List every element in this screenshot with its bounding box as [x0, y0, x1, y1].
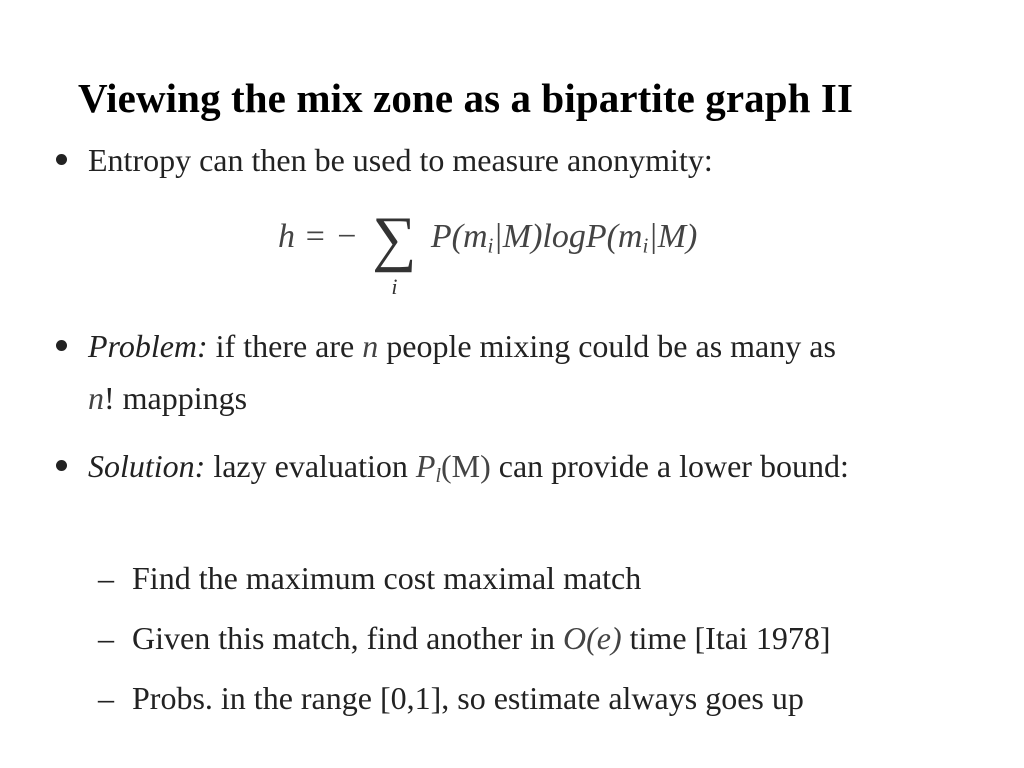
solution-label: Solution:	[88, 448, 206, 484]
dash-marker: –	[98, 620, 114, 656]
sum-symbol: ∑	[372, 205, 417, 273]
sub-item-find-max: – Find the maximum cost maximal match	[132, 556, 992, 600]
bullet-problem: Problem: if there are n people mixing could be as many as n! mappings	[88, 320, 988, 424]
bullet-entropy	[88, 134, 988, 186]
entropy-formula	[278, 205, 698, 299]
sum-index: i	[391, 274, 398, 299]
dash-marker: –	[98, 560, 114, 596]
lazy-eval-math: $P_l(M)$	[415, 448, 491, 487]
problem-label: Problem:	[88, 328, 208, 364]
formula-rhs: $P(m_i|M)\log P(m_i|M)$	[430, 217, 698, 258]
bullet-solution: Solution: lazy evaluation $P_l(M)$ can provide a lower bound:	[88, 440, 908, 502]
sub-item-given-match: – Given this match, find another in O(e) time [Itai 1978]	[132, 616, 992, 660]
sub-item-probs: – Probs. in the range [0,1], so estimate always goes up	[132, 676, 992, 720]
bullet-dot	[56, 340, 67, 351]
summation	[366, 205, 422, 299]
bullet-text: Entropy can then be used to measure anonymity:	[88, 142, 713, 178]
bullet-dot	[56, 460, 67, 471]
formula-lhs: h = −	[278, 217, 358, 255]
bullet-dot	[56, 154, 67, 165]
dash-marker: –	[98, 680, 114, 716]
slide-title: Viewing the mix zone as a bipartite graph II	[78, 75, 854, 121]
